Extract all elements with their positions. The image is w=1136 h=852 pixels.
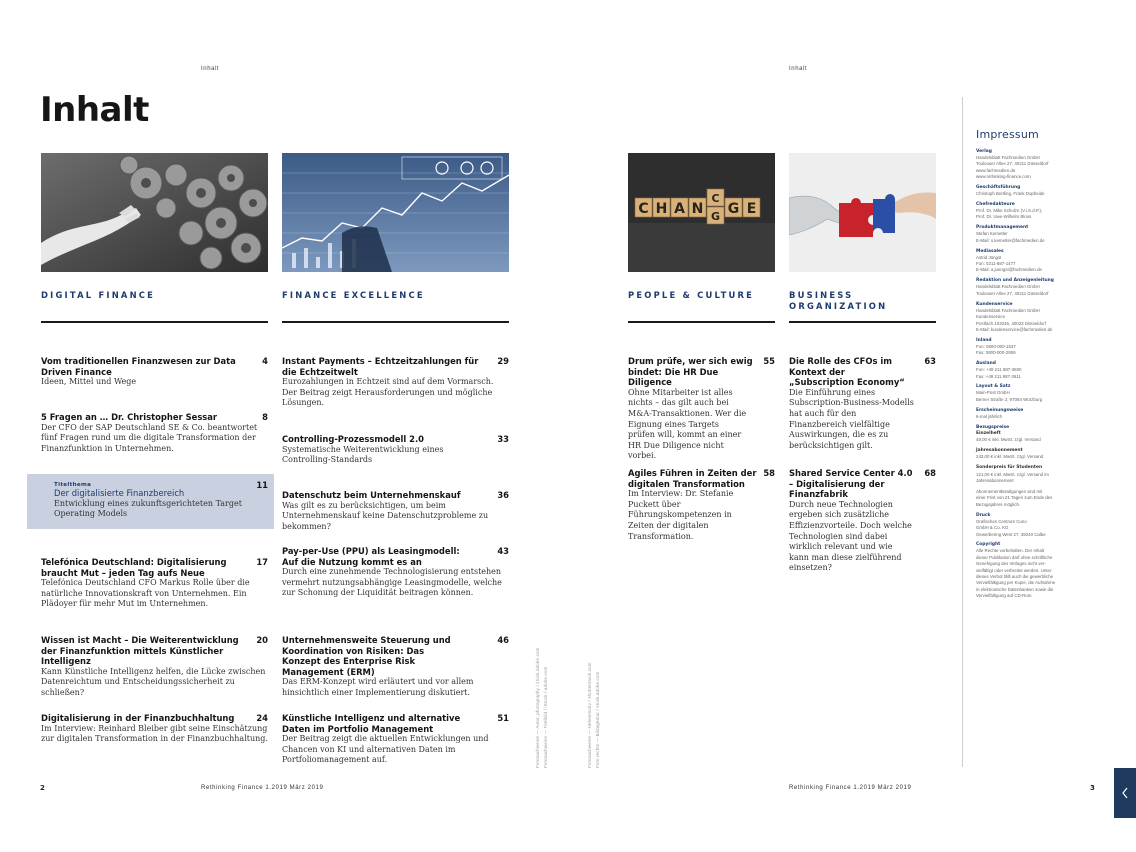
toc-entry-title: Controlling-Prozessmodell 2.0: [282, 434, 424, 444]
toc-entry[interactable]: [282, 490, 509, 532]
toc-entry-title: Wissen ist Macht – Die Weiterentwicklung der Finanzfunktion mittels Künstlicher Intelligenz: [41, 635, 239, 667]
impressum-line: Toulouser Allee 27, 40211 Düsseldorf: [976, 290, 1049, 296]
toc-entry-desc: Der Beitrag zeigt die aktuellen Entwicklungen und Chancen von KI und alternativen Daten im Portfoliomanagement auf.: [282, 734, 489, 765]
toc-entry-page: 8: [262, 412, 268, 422]
puzzle-hands-image: [789, 153, 936, 272]
impressum-divider: [962, 97, 963, 767]
impressum-heading: Druck: [976, 512, 991, 518]
toc-entry-desc: Kann Künstliche Intelligenz helfen, die Lücke zwischen Datenreichtum und Entscheidungssicherheit zu schließen?: [41, 666, 266, 697]
toc-entry[interactable]: [282, 635, 509, 699]
impressum-heading: Erscheinungsweise: [976, 407, 1024, 413]
photo-credit: Fotonachweise — Titelbild / iStock / adobe.com: [543, 666, 548, 768]
toc-entry-title: Drum prüfe, wer sich ewig bindet: Die HR Due Diligence: [628, 356, 753, 388]
toc-entry-page: 20: [256, 635, 268, 645]
impressum-line: 48,00 € inkl. MwSt. zzgl. Versand: [976, 437, 1041, 443]
impressum-line: 6-mal jährlich: [976, 413, 1003, 419]
toc-entry[interactable]: [282, 713, 509, 766]
impressum-block: [976, 338, 1096, 357]
impressum-line: Handelsblatt Fachmedien GmbH: [976, 155, 1040, 160]
previous-page-button[interactable]: [1114, 768, 1136, 818]
photo-credit: Fotonachweise — Nebenmotiv / shutterstock.com: [587, 662, 592, 768]
page-number-left: 2: [40, 784, 45, 792]
impressum-line: 121,00 € inkl. MwSt. zzgl. Versand im: [976, 471, 1049, 477]
robot-gears-image: [41, 153, 268, 272]
impressum-heading: Chefredakteure: [976, 202, 1015, 208]
impressum-line: Christoph Bertling, Frank Dopheide: [976, 191, 1045, 197]
impressum-heading: Geschäftsführung: [976, 185, 1021, 191]
impressum-line: Prof. Dr. Mike Schulze (V.i.S.d.P.),: [976, 208, 1043, 214]
impressum-line: Vervielfältigung per Kopie, die Aufnahme: [976, 580, 1056, 586]
section-business-organization: BUSINESS ORGANIZATION: [789, 290, 888, 311]
impressum-line: Prof. Dr. Uwe-Wilhelm Bloos: [976, 214, 1032, 220]
toc-entry-title: Instant Payments – Echtzeitzahlungen für die Echtzeitwelt: [282, 356, 479, 377]
toc-entry[interactable]: [789, 468, 936, 574]
toc-entry-title: Unternehmensweite Steuerung und Koordination von Risiken: Das Konzept des Enterprise Risk Management (ERM): [282, 635, 451, 677]
impressum-heading: Bezugspreise: [976, 424, 1010, 430]
toc-entry-desc: Im Interview: Reinhard Bleiber gibt seine Einschätzung zur digitalen Transformation in der Finanzbuchhaltung.: [41, 723, 268, 744]
toc-entry-page: 51: [497, 713, 509, 723]
toc-entry-page: 29: [497, 356, 509, 366]
toc-entry-featured[interactable]: [27, 474, 274, 529]
impressum-heading: Kundenservice: [976, 301, 1013, 307]
impressum-block: [976, 489, 1096, 508]
impressum-line: Jahresabonnement: [976, 478, 1014, 484]
toc-entry-desc: Im Interview: Dr. Stefanie Puckett über Führungskompetenzen in Zeiten der digitalen Transformation.: [628, 489, 734, 541]
toc-entry-page: 68: [924, 468, 936, 478]
toc-entry[interactable]: [789, 356, 936, 451]
impressum-subheading: Einzelheft: [976, 430, 1001, 436]
toc-entry[interactable]: [41, 713, 268, 745]
section-rule: [628, 321, 775, 323]
toc-entry-desc: Durch neue Technologien ergeben sich zusätzliche Effizienzvorteile. Doch welche Technologien sind dabei wirklich relevant und wie kann man diese zielführend einsetzen?: [789, 499, 912, 573]
toc-entry-page: 63: [924, 356, 936, 366]
impressum-line: Grafisches Centrum Cuno: [976, 518, 1027, 524]
toc-entry-title: Der digitalisierte Finanzbereich: [54, 488, 185, 498]
toc-entry-title: 5 Fragen an … Dr. Christopher Sessar: [41, 412, 218, 422]
toc-entry-page: 11: [256, 480, 268, 490]
section-rule: [41, 321, 268, 323]
impressum-block: [976, 202, 1096, 221]
impressum-line: Fon: 0211-887-1477: [976, 261, 1016, 267]
page-title: Inhalt: [40, 90, 149, 130]
impressum-heading: Produktmanagement: [976, 225, 1029, 231]
toc-entry[interactable]: [41, 356, 268, 388]
impressum-line: einer Frist von 21 Tagen zum Ende des: [976, 495, 1053, 501]
section-rule: [282, 321, 509, 323]
impressum-line: Stefan Kemetter: [976, 231, 1008, 237]
impressum-subheading: Sonderpreis für Studenten: [976, 465, 1043, 471]
impressum-line: www.rethinking-finance.com: [976, 174, 1031, 180]
impressum-line: in elektronische Datenbanken sowie die: [976, 586, 1054, 592]
toc-entry-desc: Entwicklung eines zukunftsgerichteten Target Operating Models: [54, 498, 242, 519]
impressum-line: www.fachmedien.de: [976, 167, 1016, 173]
impressum-title: Impressum: [976, 128, 1039, 141]
impressum-block: [976, 465, 1096, 484]
svg-text:C: C: [638, 201, 649, 217]
toc-entry-title: Shared Service Center 4.0 – Digitalisierung der Finanzfabrik: [789, 468, 913, 500]
impressum-heading: Inland: [976, 337, 992, 343]
impressum-line: Postfach 103245, 40023 Düsseldorf: [976, 320, 1046, 326]
impressum-block: [976, 542, 1096, 599]
impressum-blocks: [976, 149, 1096, 604]
impressum-block: [976, 302, 1096, 334]
svg-text:H: H: [655, 201, 668, 217]
impressum-line: Bezugsjahres möglich.: [976, 501, 1021, 507]
impressum-block: [976, 149, 1096, 181]
impressum-line: Vervielfältigung auf CD-Rom.: [976, 593, 1033, 599]
running-header-left: Inhalt: [201, 66, 220, 72]
running-header-right: Inhalt: [789, 66, 808, 72]
page-number-right: 3: [1090, 784, 1095, 792]
svg-text:A: A: [674, 201, 685, 217]
impressum-line: Fax: +49 211 887-3611: [976, 373, 1021, 379]
photo-credit: Fotonachweise — Autor, photography / stock.adobe.com: [535, 647, 540, 768]
impressum-line: E-Mail: s.kemetter@fachmedien.de: [976, 237, 1045, 243]
impressum-line: GmbH & Co. KG: [976, 525, 1009, 531]
toc-entry-desc: Eurozahlungen in Echtzeit sind auf dem Vormarsch. Der Beitrag zeigt Herausforderungen und mögliche Lösungen.: [282, 377, 494, 408]
toc-entry-title: Pay-per-Use (PPU) als Leasingmodell: Auf die Nutzung kommt es an: [282, 546, 460, 567]
toc-entry-page: 4: [262, 356, 268, 366]
impressum-line: Handelsblatt Fachmedien GmbH: [976, 307, 1040, 313]
impressum-line: vielfältigt oder verbreitet werden. Unter: [976, 567, 1052, 573]
toc-entry-page: 55: [763, 356, 775, 366]
section-people-culture: PEOPLE & CULTURE: [628, 290, 755, 300]
impressum-block: [976, 361, 1096, 380]
svg-text:C: C: [711, 192, 720, 205]
impressum-block: [976, 278, 1096, 297]
impressum-line: Berner Straße 2, 97084 Würzburg: [976, 396, 1043, 402]
impressum-line: Main-Post GmbH: [976, 390, 1010, 396]
impressum-line: Handelsblatt Fachmedien GmbH: [976, 284, 1040, 290]
toc-entry[interactable]: [282, 356, 509, 409]
impressum-heading: Ausland: [976, 361, 996, 367]
toc-entry-page: 43: [497, 546, 509, 556]
toc-entry-desc: Durch eine zunehmende Technologisierung entstehen vermehrt nutzungsabhängige Leasingmodelle, welche zur Schonung der Liquidität beitragen können.: [282, 567, 502, 598]
impressum-heading: Redaktion und Anzeigenleitung: [976, 278, 1054, 284]
impressum-block: [976, 448, 1096, 461]
toc-entry-page: 36: [497, 490, 509, 500]
toc-entry-title: Die Rolle des CFOs im Kontext der „Subscription Economy“: [789, 356, 905, 388]
toc-entry[interactable]: [628, 468, 775, 542]
toc-entry-page: 58: [763, 468, 775, 478]
impressum-block: [976, 249, 1096, 274]
toc-entry[interactable]: [628, 356, 775, 462]
impressum-line: Kundenservice: [976, 314, 1006, 320]
toc-entry-title: Vom traditionellen Finanzwesen zur Data Driven Finance: [41, 356, 236, 377]
section-rule: [789, 321, 936, 323]
impressum-line: Fax: 0800-000-2959: [976, 350, 1016, 356]
impressum-line: dieser Publikation darf ohne schriftliche: [976, 554, 1053, 560]
toc-entry-desc: Systematische Weiterentwicklung eines Controlling-Standards: [282, 444, 444, 465]
toc-entry[interactable]: [282, 434, 509, 466]
impressum-block: [976, 513, 1096, 538]
svg-text:N: N: [691, 201, 704, 217]
impressum-line: Gewerbering West 27, 39240 Calbe: [976, 531, 1046, 537]
svg-text:E: E: [746, 201, 757, 217]
section-digital-finance: DIGITAL FINANCE: [41, 290, 156, 300]
toc-entry-page: 33: [497, 434, 509, 444]
impressum-block: [976, 425, 1096, 444]
impressum-line: 243,00 € inkl. MwSt. zzgl. Versand: [976, 454, 1044, 460]
impressum-heading: Verlag: [976, 149, 992, 154]
toc-entry-page: 46: [497, 635, 509, 645]
toc-entry-title: Datenschutz beim Unternehmenskauf: [282, 490, 461, 500]
impressum-heading: Copyright: [976, 542, 1001, 548]
toc-entry-title: Agiles Führen in Zeiten der digitalen Transformation: [628, 468, 757, 489]
toc-entry-desc: Was gilt es zu berücksichtigen, um beim Unternehmenskauf keine Datenschutzprobleme zu bekommen?: [282, 500, 489, 531]
toc-entry[interactable]: [282, 546, 509, 599]
impressum-line: Abonnementkündigungen sind mit: [976, 489, 1043, 494]
toc-entry-desc: Die Einführung eines Subscription-Business-Modells hat auch für den Finanzbereich vielfältige Auswirkungen, die es zu berücksichtigen gilt.: [789, 387, 914, 450]
impressum-line: E-Mail: a.juengst@fachmedien.de: [976, 267, 1042, 273]
impressum-heading: Layout & Satz: [976, 384, 1011, 390]
toc-entry-page: 17: [256, 557, 268, 567]
impressum-block: [976, 384, 1096, 403]
svg-text:G: G: [710, 210, 721, 223]
toc-entry-desc: Telefónica Deutschland CFO Markus Rolle über die natürliche Innovationskraft von Unternehmen. Ein Plädoyer für mehr Mut im Unternehmen.: [41, 578, 250, 609]
impressum-line: dieses Verbot fällt auch die gewerbliche: [976, 574, 1054, 580]
svg-text:G: G: [727, 201, 740, 217]
impressum-line: Genehigung des Verlages nicht ver-: [976, 561, 1046, 567]
impressum-block: [976, 408, 1096, 420]
toc-entry-title: Digitalisierung in der Finanzbuchhaltung: [41, 713, 235, 723]
toc-entry[interactable]: [41, 635, 268, 699]
impressum-line: E-Mail: kundenservice@fachmedien.de: [976, 326, 1053, 332]
impressum-line: Fon: 0800-000-1637: [976, 343, 1016, 349]
toc-entry-desc: Ohne Mitarbeiter ist alles nichts – das gilt auch bei M&A-Transaktionen. Wer die Eignung eines Targets prüfen will, kommt an einer HR Due Diligence nicht vorbei.: [628, 387, 747, 461]
impressum-line: Alle Rechte vorbehalten. Der Inhalt: [976, 548, 1045, 554]
toc-entry-kicker: Titelthema: [54, 482, 92, 488]
toc-entry-title: Telefónica Deutschland: Digitalisierung braucht Mut – jeden Tag aufs Neue: [41, 557, 227, 578]
footer-left: Rethinking Finance 1.2019 März 2019: [201, 785, 324, 791]
finance-charts-image: [282, 153, 509, 272]
toc-entry[interactable]: [41, 557, 268, 610]
toc-entry-desc: Der CFO der SAP Deutschland SE & Co. beantwortet fünf Fragen rund um die digitale Transformation der Finanzfunktion in Unternehmen.: [41, 422, 258, 453]
impressum-subheading: Jahresabonnement: [976, 447, 1023, 453]
toc-entry[interactable]: [41, 412, 268, 454]
footer-right: Rethinking Finance 1.2019 März 2019: [789, 785, 912, 791]
section-finance-excellence: FINANCE EXCELLENCE: [282, 290, 425, 300]
impressum-block: [976, 225, 1096, 244]
impressum-line: Toulouser Allee 27, 40211 Düsseldorf: [976, 161, 1049, 167]
impressum-line: Fon: +49 211 887-3600: [976, 367, 1022, 373]
chevron-left-icon: [1120, 786, 1130, 800]
toc-entry-desc: Das ERM-Konzept wird erläutert und vor allem hinsichtlich einer Implementierung diskutiert.: [282, 677, 474, 697]
impressum-line: Astrid Jüngst: [976, 254, 1002, 260]
photo-credit: Foto rechts — Bildagentur / stock.adobe.com: [595, 671, 600, 768]
toc-entry-title: Künstliche Intelligenz und alternative Daten im Portfolio Management: [282, 713, 461, 734]
toc-entry-desc: Ideen, Mittel und Wege: [41, 377, 137, 387]
toc-entry-page: 24: [256, 713, 268, 723]
change-blocks-image: [628, 153, 775, 272]
impressum-block: [976, 185, 1096, 197]
impressum-heading: Mediasales: [976, 248, 1004, 254]
